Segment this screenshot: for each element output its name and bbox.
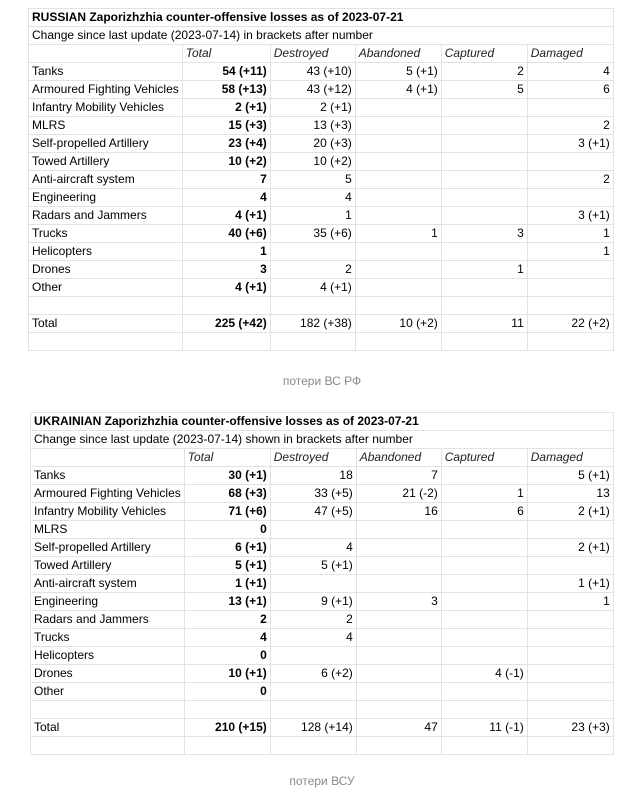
row-label[interactable]: Self-propelled Artillery <box>31 539 185 557</box>
destroyed-cell[interactable]: 2 (+1) <box>270 99 355 117</box>
abandoned-cell[interactable] <box>355 279 441 297</box>
russian-table-body <box>29 9 614 351</box>
abandoned-cell[interactable]: 16 <box>356 503 441 521</box>
empty-cell[interactable] <box>527 333 613 351</box>
destroyed-cell[interactable]: 5 (+1) <box>270 557 356 575</box>
damaged-cell[interactable]: 1 <box>527 243 613 261</box>
damaged-cell[interactable] <box>527 189 613 207</box>
captured-cell[interactable] <box>441 593 527 611</box>
row-label[interactable]: Infantry Mobility Vehicles <box>29 99 183 117</box>
damaged-cell[interactable]: 6 <box>527 81 613 99</box>
trailing-empty-row <box>29 333 614 351</box>
captured-cell[interactable] <box>441 575 527 593</box>
table-row <box>29 189 614 207</box>
empty-cell[interactable] <box>31 701 185 719</box>
title-row <box>29 9 614 27</box>
table-row <box>29 279 614 297</box>
destroyed-cell[interactable]: 13 (+3) <box>270 117 355 135</box>
damaged-cell[interactable]: 2 (+1) <box>527 503 613 521</box>
total-cell[interactable]: 5 (+1) <box>184 557 270 575</box>
damaged-cell[interactable]: 2 (+1) <box>527 539 613 557</box>
sheet-title[interactable]: RUSSIAN Zaporizhzhia counter-offensive losses as of 2023-07-21 <box>29 9 614 27</box>
abandoned-cell[interactable] <box>356 539 441 557</box>
destroyed-cell[interactable] <box>270 575 356 593</box>
header-blank-cell[interactable] <box>31 449 185 467</box>
destroyed-cell[interactable]: 1 <box>270 207 355 225</box>
empty-cell[interactable] <box>31 737 185 755</box>
abandoned-cell[interactable] <box>356 557 441 575</box>
empty-cell[interactable] <box>441 701 527 719</box>
table-row <box>29 153 614 171</box>
destroyed-cell[interactable]: 4 (+1) <box>270 279 355 297</box>
destroyed-cell[interactable]: 2 <box>270 611 356 629</box>
damaged-cell[interactable]: 1 <box>527 225 613 243</box>
total-cell[interactable]: 2 (+1) <box>182 99 270 117</box>
damaged-cell[interactable] <box>527 153 613 171</box>
table-row <box>29 117 614 135</box>
abandoned-cell[interactable] <box>355 99 441 117</box>
empty-cell[interactable] <box>356 737 441 755</box>
destroyed-cell[interactable]: 20 (+3) <box>270 135 355 153</box>
abandoned-cell[interactable]: 1 <box>355 225 441 243</box>
total-cell[interactable]: 6 (+1) <box>184 539 270 557</box>
empty-cell[interactable] <box>182 333 270 351</box>
row-label[interactable]: MLRS <box>31 521 185 539</box>
empty-cell[interactable] <box>29 333 183 351</box>
total-cell[interactable]: 0 <box>184 521 270 539</box>
abandoned-cell[interactable] <box>355 207 441 225</box>
table-row <box>31 647 614 665</box>
destroyed-cell[interactable]: 47 (+5) <box>270 503 356 521</box>
damaged-cell[interactable]: 1 <box>527 593 613 611</box>
row-label[interactable]: Drones <box>31 665 185 683</box>
total-cell[interactable]: 54 (+11) <box>182 63 270 81</box>
table-row <box>31 611 614 629</box>
total-row <box>31 719 614 737</box>
damaged-cell[interactable] <box>527 557 613 575</box>
total-damaged-cell[interactable]: 23 (+3) <box>527 719 613 737</box>
table-row <box>29 225 614 243</box>
total-damaged-cell[interactable]: 22 (+2) <box>527 315 613 333</box>
abandoned-cell[interactable] <box>355 261 441 279</box>
row-label[interactable]: Towed Artillery <box>31 557 185 575</box>
row-label[interactable]: Armoured Fighting Vehicles <box>29 81 183 99</box>
empty-cell[interactable] <box>441 297 527 315</box>
column-header-destroyed[interactable]: Destroyed <box>270 449 356 467</box>
russian-caption: потери ВС РФ <box>282 374 362 388</box>
table-row <box>31 503 614 521</box>
total-total-cell[interactable]: 210 (+15) <box>184 719 270 737</box>
column-header-destroyed[interactable]: Destroyed <box>270 45 355 63</box>
ukrainian-caption: потери ВСУ <box>289 774 355 788</box>
row-label[interactable]: Self-propelled Artillery <box>29 135 183 153</box>
total-cell[interactable]: 15 (+3) <box>182 117 270 135</box>
table-row <box>31 485 614 503</box>
destroyed-cell[interactable]: 5 <box>270 171 355 189</box>
captured-cell[interactable] <box>441 629 527 647</box>
captured-cell[interactable] <box>441 557 527 575</box>
captured-cell[interactable] <box>441 521 527 539</box>
sheet-subtitle[interactable]: Change since last update (2023-07-14) in brackets after number <box>29 27 614 45</box>
table-row <box>31 557 614 575</box>
destroyed-cell[interactable] <box>270 647 356 665</box>
table-row <box>31 629 614 647</box>
total-cell[interactable]: 7 <box>182 171 270 189</box>
destroyed-cell[interactable]: 43 (+12) <box>270 81 355 99</box>
captured-cell[interactable]: 4 (-1) <box>441 665 527 683</box>
total-abandoned-cell[interactable]: 47 <box>356 719 441 737</box>
abandoned-cell[interactable] <box>356 629 441 647</box>
captured-cell[interactable] <box>441 171 527 189</box>
row-label[interactable]: Trucks <box>29 225 183 243</box>
row-label[interactable]: Tanks <box>29 63 183 81</box>
destroyed-cell[interactable]: 4 <box>270 629 356 647</box>
table-row <box>31 521 614 539</box>
total-captured-cell[interactable]: 11 <box>441 315 527 333</box>
table-row <box>29 63 614 81</box>
abandoned-cell[interactable] <box>355 135 441 153</box>
captured-cell[interactable]: 1 <box>441 261 527 279</box>
damaged-cell[interactable] <box>527 665 613 683</box>
empty-cell[interactable] <box>527 701 613 719</box>
subtitle-row <box>31 431 614 449</box>
destroyed-cell[interactable]: 2 <box>270 261 355 279</box>
sheet-title[interactable]: UKRAINIAN Zaporizhzhia counter-offensive losses as of 2023-07-21 <box>31 413 614 431</box>
row-label[interactable]: Other <box>29 279 183 297</box>
row-label[interactable]: Anti-aircraft system <box>29 171 183 189</box>
row-label[interactable]: MLRS <box>29 117 183 135</box>
destroyed-cell[interactable]: 9 (+1) <box>270 593 356 611</box>
empty-cell[interactable] <box>355 297 441 315</box>
row-label[interactable]: Engineering <box>31 593 185 611</box>
total-cell[interactable]: 2 <box>184 611 270 629</box>
table-row <box>31 683 614 701</box>
captured-cell[interactable]: 5 <box>441 81 527 99</box>
captured-cell[interactable] <box>441 683 527 701</box>
destroyed-cell[interactable]: 35 (+6) <box>270 225 355 243</box>
table-row <box>29 81 614 99</box>
table-row <box>29 207 614 225</box>
table-row <box>29 243 614 261</box>
empty-cell[interactable] <box>527 297 613 315</box>
empty-cell[interactable] <box>441 333 527 351</box>
captured-cell[interactable] <box>441 647 527 665</box>
damaged-cell[interactable]: 2 <box>527 117 613 135</box>
damaged-cell[interactable]: 2 <box>527 171 613 189</box>
empty-cell[interactable] <box>441 737 527 755</box>
table-row <box>31 593 614 611</box>
damaged-cell[interactable]: 3 (+1) <box>527 207 613 225</box>
column-header-captured[interactable]: Captured <box>441 449 527 467</box>
column-header-row <box>29 45 614 63</box>
abandoned-cell[interactable]: 21 (-2) <box>356 485 441 503</box>
row-label[interactable]: Trucks <box>31 629 185 647</box>
damaged-cell[interactable] <box>527 629 613 647</box>
total-cell[interactable]: 1 <box>182 243 270 261</box>
empty-cell[interactable] <box>355 333 441 351</box>
destroyed-cell[interactable]: 6 (+2) <box>270 665 356 683</box>
empty-cell[interactable] <box>182 297 270 315</box>
captured-cell[interactable] <box>441 135 527 153</box>
column-header-row <box>31 449 614 467</box>
column-header-captured[interactable]: Captured <box>441 45 527 63</box>
total-captured-cell[interactable]: 11 (-1) <box>441 719 527 737</box>
abandoned-cell[interactable]: 4 (+1) <box>355 81 441 99</box>
row-label[interactable]: Towed Artillery <box>29 153 183 171</box>
destroyed-cell[interactable] <box>270 683 356 701</box>
captured-cell[interactable]: 6 <box>441 503 527 521</box>
captured-cell[interactable] <box>441 153 527 171</box>
empty-cell[interactable] <box>527 737 613 755</box>
damaged-cell[interactable] <box>527 279 613 297</box>
table-row <box>29 135 614 153</box>
total-cell[interactable]: 71 (+6) <box>184 503 270 521</box>
column-header-total[interactable]: Total <box>182 45 270 63</box>
row-label[interactable]: Radars and Jammers <box>31 611 185 629</box>
column-header-damaged[interactable]: Damaged <box>527 449 613 467</box>
row-label[interactable]: Drones <box>29 261 183 279</box>
row-label[interactable]: Engineering <box>29 189 183 207</box>
captured-cell[interactable] <box>441 207 527 225</box>
column-header-total[interactable]: Total <box>184 449 270 467</box>
total-cell[interactable]: 13 (+1) <box>184 593 270 611</box>
total-cell[interactable]: 0 <box>184 683 270 701</box>
total-abandoned-cell[interactable]: 10 (+2) <box>355 315 441 333</box>
abandoned-cell[interactable] <box>355 171 441 189</box>
captured-cell[interactable] <box>441 99 527 117</box>
abandoned-cell[interactable] <box>356 683 441 701</box>
table-row <box>31 575 614 593</box>
destroyed-cell[interactable]: 4 <box>270 189 355 207</box>
total-row <box>29 315 614 333</box>
title-row <box>31 413 614 431</box>
captured-cell[interactable] <box>441 539 527 557</box>
destroyed-cell[interactable]: 4 <box>270 539 356 557</box>
empty-cell[interactable] <box>270 297 355 315</box>
abandoned-cell[interactable] <box>356 611 441 629</box>
ukrainian-losses-table <box>30 412 614 755</box>
empty-cell[interactable] <box>184 737 270 755</box>
captured-cell[interactable] <box>441 279 527 297</box>
abandoned-cell[interactable] <box>355 243 441 261</box>
abandoned-cell[interactable]: 3 <box>356 593 441 611</box>
total-destroyed-cell[interactable]: 182 (+38) <box>270 315 355 333</box>
total-label[interactable]: Total <box>31 719 185 737</box>
damaged-cell[interactable] <box>527 683 613 701</box>
row-label[interactable]: Helicopters <box>29 243 183 261</box>
destroyed-cell[interactable]: 33 (+5) <box>270 485 356 503</box>
empty-cell[interactable] <box>270 737 356 755</box>
spacer-row <box>29 297 614 315</box>
empty-cell[interactable] <box>270 333 355 351</box>
captured-cell[interactable]: 1 <box>441 485 527 503</box>
total-cell[interactable]: 3 <box>182 261 270 279</box>
captured-cell[interactable] <box>441 243 527 261</box>
column-header-abandoned[interactable]: Abandoned <box>355 45 441 63</box>
empty-cell[interactable] <box>270 701 356 719</box>
total-cell[interactable]: 4 <box>184 629 270 647</box>
captured-cell[interactable] <box>441 611 527 629</box>
destroyed-cell[interactable] <box>270 521 356 539</box>
abandoned-cell[interactable] <box>356 647 441 665</box>
total-cell[interactable]: 40 (+6) <box>182 225 270 243</box>
ukrainian-table-body <box>31 413 614 755</box>
damaged-cell[interactable] <box>527 647 613 665</box>
table-row <box>31 467 614 485</box>
trailing-empty-row <box>31 737 614 755</box>
damaged-cell[interactable] <box>527 521 613 539</box>
table-row <box>31 665 614 683</box>
abandoned-cell[interactable]: 5 (+1) <box>355 63 441 81</box>
captured-cell[interactable]: 3 <box>441 225 527 243</box>
destroyed-cell[interactable]: 43 (+10) <box>270 63 355 81</box>
damaged-cell[interactable] <box>527 261 613 279</box>
empty-cell[interactable] <box>29 297 183 315</box>
abandoned-cell[interactable] <box>355 117 441 135</box>
total-cell[interactable]: 30 (+1) <box>184 467 270 485</box>
total-cell[interactable]: 10 (+2) <box>182 153 270 171</box>
table-row <box>29 99 614 117</box>
destroyed-cell[interactable] <box>270 243 355 261</box>
damaged-cell[interactable] <box>527 99 613 117</box>
damaged-cell[interactable]: 5 (+1) <box>527 467 613 485</box>
captured-cell[interactable] <box>441 189 527 207</box>
spacer-row <box>31 701 614 719</box>
abandoned-cell[interactable]: 7 <box>356 467 441 485</box>
abandoned-cell[interactable] <box>356 575 441 593</box>
destroyed-cell[interactable]: 10 (+2) <box>270 153 355 171</box>
table-row <box>29 171 614 189</box>
total-cell[interactable]: 68 (+3) <box>184 485 270 503</box>
empty-cell[interactable] <box>356 701 441 719</box>
empty-cell[interactable] <box>184 701 270 719</box>
table-row <box>29 261 614 279</box>
russian-losses-table <box>28 8 614 351</box>
total-cell[interactable]: 4 <box>182 189 270 207</box>
total-cell[interactable]: 58 (+13) <box>182 81 270 99</box>
row-label[interactable]: Armoured Fighting Vehicles <box>31 485 185 503</box>
row-label[interactable]: Anti-aircraft system <box>31 575 185 593</box>
captured-cell[interactable] <box>441 467 527 485</box>
damaged-cell[interactable] <box>527 611 613 629</box>
total-cell[interactable]: 0 <box>184 647 270 665</box>
total-cell[interactable]: 4 (+1) <box>182 207 270 225</box>
header-blank-cell[interactable] <box>29 45 183 63</box>
abandoned-cell[interactable] <box>355 189 441 207</box>
total-cell[interactable]: 10 (+1) <box>184 665 270 683</box>
total-total-cell[interactable]: 225 (+42) <box>182 315 270 333</box>
destroyed-cell[interactable]: 18 <box>270 467 356 485</box>
row-label[interactable]: Tanks <box>31 467 185 485</box>
row-label[interactable]: Infantry Mobility Vehicles <box>31 503 185 521</box>
total-cell[interactable]: 4 (+1) <box>182 279 270 297</box>
captured-cell[interactable]: 2 <box>441 63 527 81</box>
abandoned-cell[interactable] <box>355 153 441 171</box>
column-header-damaged[interactable]: Damaged <box>527 45 613 63</box>
abandoned-cell[interactable] <box>356 521 441 539</box>
damaged-cell[interactable]: 13 <box>527 485 613 503</box>
sheet-subtitle[interactable]: Change since last update (2023-07-14) shown in brackets after number <box>31 431 614 449</box>
row-label[interactable]: Other <box>31 683 185 701</box>
captured-cell[interactable] <box>441 117 527 135</box>
total-label[interactable]: Total <box>29 315 183 333</box>
table-row <box>31 539 614 557</box>
subtitle-row <box>29 27 614 45</box>
total-destroyed-cell[interactable]: 128 (+14) <box>270 719 356 737</box>
total-cell[interactable]: 1 (+1) <box>184 575 270 593</box>
abandoned-cell[interactable] <box>356 665 441 683</box>
damaged-cell[interactable]: 3 (+1) <box>527 135 613 153</box>
total-cell[interactable]: 23 (+4) <box>182 135 270 153</box>
damaged-cell[interactable]: 4 <box>527 63 613 81</box>
column-header-abandoned[interactable]: Abandoned <box>356 449 441 467</box>
damaged-cell[interactable]: 1 (+1) <box>527 575 613 593</box>
row-label[interactable]: Radars and Jammers <box>29 207 183 225</box>
row-label[interactable]: Helicopters <box>31 647 185 665</box>
